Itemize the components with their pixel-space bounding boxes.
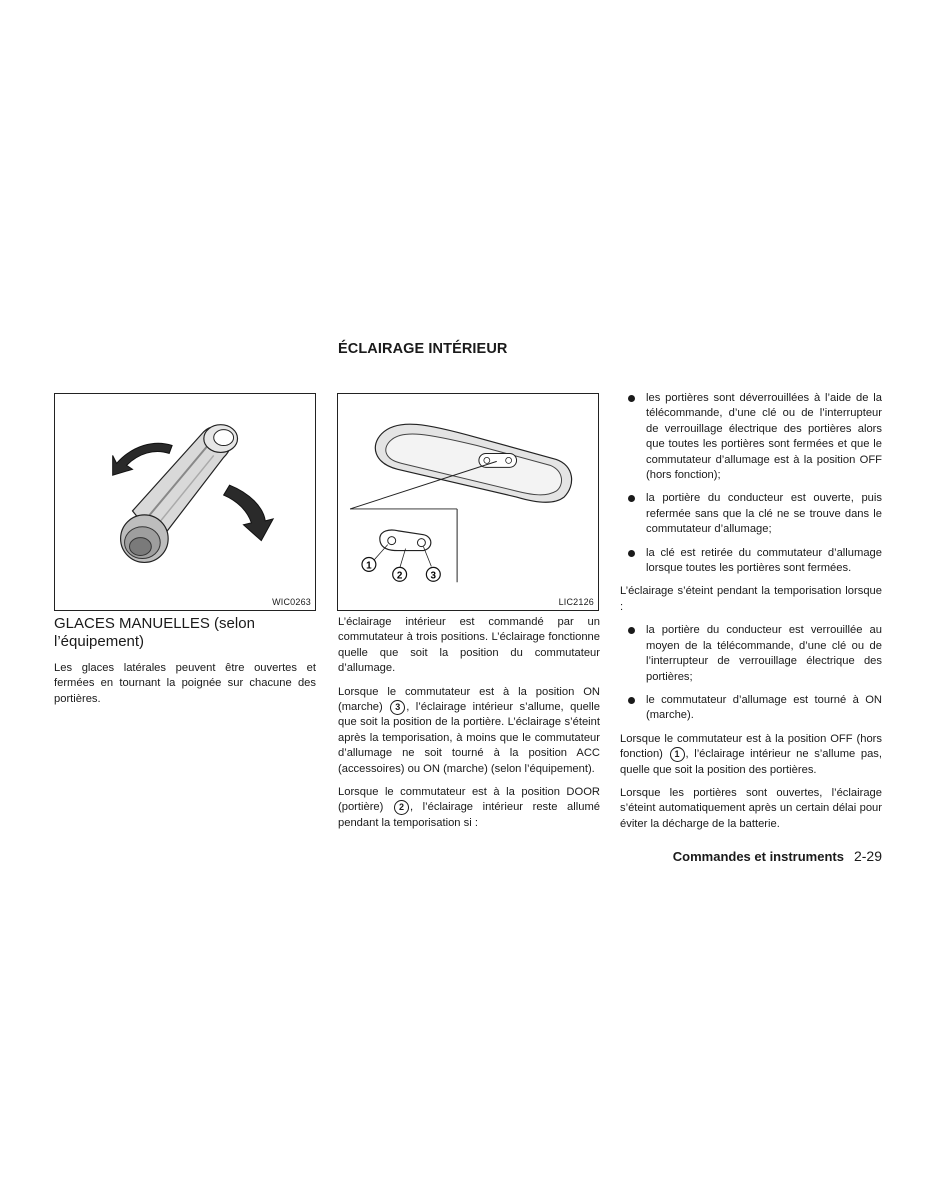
bullet-list-lights-off bbox=[620, 623, 882, 723]
callout-ref-1: 1 bbox=[670, 747, 685, 762]
bullet-icon bbox=[628, 627, 635, 634]
left-column bbox=[54, 615, 316, 715]
bullet-icon bbox=[628, 395, 635, 402]
svg-text:2: 2 bbox=[396, 570, 403, 582]
manual-windows-heading: GLACES MANUELLES (selon l’équipement) bbox=[54, 615, 255, 650]
bullet-icon bbox=[628, 495, 635, 502]
page-number: 2-29 bbox=[853, 848, 882, 864]
right-column bbox=[620, 391, 882, 840]
middle-column bbox=[338, 615, 600, 839]
interior-light-illustration bbox=[338, 394, 598, 610]
bullet-icon bbox=[628, 550, 635, 557]
bullet-icon bbox=[628, 697, 635, 704]
window-crank-figure bbox=[54, 393, 316, 611]
svg-text:1: 1 bbox=[366, 560, 372, 572]
figure-code: WIC0263 bbox=[272, 597, 311, 607]
window-crank-illustration bbox=[55, 394, 315, 610]
paragraph-intro: L’éclairage intérieur est commandé par un commutateur à trois positions. L’éclairage fonctionne quelle que soit la position du commutateur d’allumage. bbox=[338, 616, 600, 675]
paragraph-door-position: Lorsque le commutateur est à la position DOOR (portière) 2 , l’éclairage intérieur reste allumé pendant la temporisation si : bbox=[338, 786, 600, 829]
callout-1 bbox=[362, 557, 376, 571]
list-item: la portière du conducteur est ouverte, puis refermée sans que la clé ne se trouve dans le commutateur d’allumage; bbox=[620, 491, 882, 537]
callout-ref-3: 3 bbox=[390, 700, 405, 715]
interior-light-figure bbox=[337, 393, 599, 611]
figure-code: LIC2126 bbox=[558, 597, 594, 607]
paragraph-off-position: Lorsque le commutateur est à la position OFF (hors fonction) 1 , l’éclairage intérieur ne s’allume pas, quelle que soit la position des portières. bbox=[620, 732, 882, 776]
section-title: ÉCLAIRAGE INTÉRIEUR bbox=[338, 341, 508, 357]
paragraph-doors-open: Lorsque les portières sont ouvertes, l’éclairage s’éteint automatiquement après un certain délai pour éviter la décharge de la batterie. bbox=[620, 786, 882, 830]
list-item: la clé est retirée du commutateur d’allumage lorsque toutes les portières sont fermées. bbox=[620, 546, 882, 577]
callout-3 bbox=[426, 567, 440, 581]
manual-windows-text: Les glaces latérales peuvent être ouvertes et fermées en tournant la poignée sur chacune des portières. bbox=[54, 662, 316, 705]
callout-ref-2: 2 bbox=[394, 800, 409, 815]
bullet-list-lights-on bbox=[620, 391, 882, 576]
callout-2 bbox=[393, 567, 407, 581]
paragraph-on-position: Lorsque le commutateur est à la position ON (marche) 3 , l’éclairage intérieur s’allume, quelle que soit la position de la portière. L’éclairage s’éteint après la temporisation, à moins que le commutateur d’allumage ne soit tourné à la position ACC (accessoires) ou ON (marche) (selon l’équipement). bbox=[338, 685, 600, 775]
paragraph-timeout: L’éclairage s’éteint pendant la temporisation lorsque : bbox=[620, 585, 882, 613]
chapter-title: Commandes et instruments bbox=[672, 849, 844, 864]
svg-text:3: 3 bbox=[430, 570, 437, 582]
page-footer bbox=[620, 848, 882, 864]
list-item: le commutateur d’allumage est tourné à ON (marche). bbox=[620, 693, 882, 724]
list-item: les portières sont déverrouillées à l’aide de la télécommande, d’une clé ou de l’interrupteur de verrouillage électrique des portières alors que toutes les portières sont fermées et que le commutateur d’allumage est à la position OFF (hors fonction); bbox=[620, 391, 882, 483]
list-item: la portière du conducteur est verrouillée au moyen de la télécommande, d’une clé ou de l’interrupteur de verrouillage électrique des portières; bbox=[620, 623, 882, 685]
